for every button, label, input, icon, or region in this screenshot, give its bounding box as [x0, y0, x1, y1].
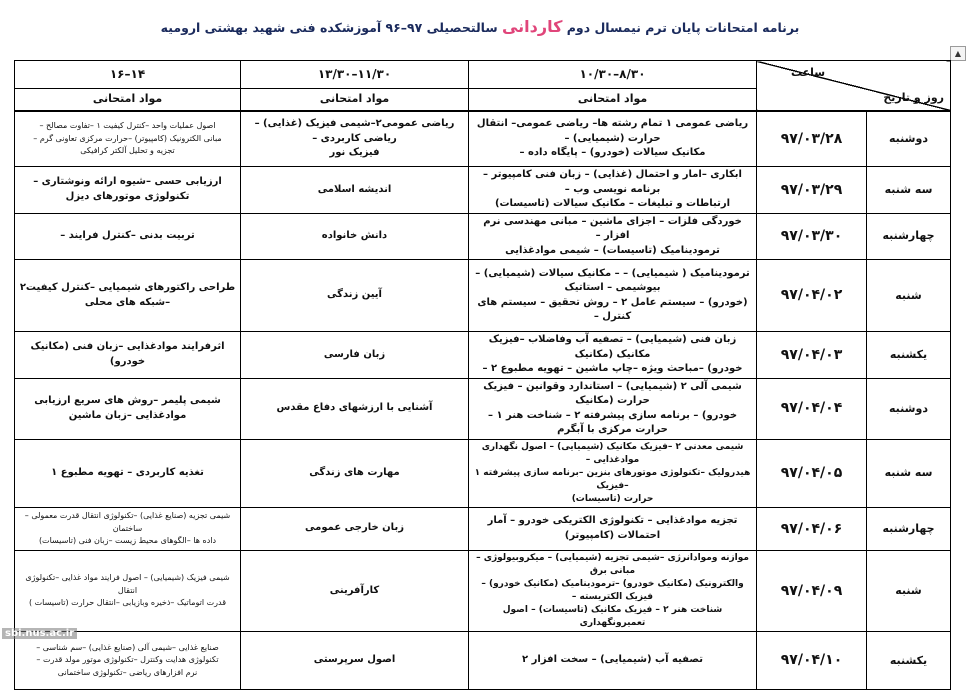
- schedule-row: [15, 378, 951, 439]
- subject-line: ریاضی عمومی ۱ تمام رشته ها– ریاضی عمومی– انتقال حرارت (شیمیایی) –: [476, 118, 749, 144]
- subject-line: ریاضی عمومی۲–شیمی فیزیک (غذایی) –ریاضی کاربردی –: [254, 118, 455, 144]
- title-accent: کاردانی: [501, 17, 563, 36]
- subject-line: خودرو) –مباحث ویژه –چاپ ماشین – تهویه مطبوع ۲ –: [482, 363, 743, 374]
- exam-subjects-slot-2: [241, 332, 469, 379]
- schedule-row: [15, 507, 951, 550]
- subject-line: تکنولوژی موتورهای دیزل: [65, 190, 190, 202]
- title-after: سالتحصیلی ۹۷–۹۶ آموزشکده فنی شهید بهشتی ارومیه: [160, 20, 498, 35]
- exam-subjects-slot-3: [15, 111, 241, 167]
- exam-subjects-slot-2: [241, 213, 469, 260]
- exam-subjects-slot-1: [469, 111, 757, 167]
- subject-line: حرارت (تاسیسات): [571, 493, 654, 504]
- subject-line: قدرت اتوماتیک –ذخیره وبازیابی –انتقال حرارت (تاسیسات ): [28, 598, 227, 608]
- exam-subjects-slot-1: [469, 167, 757, 214]
- exam-subjects-slot-3: [15, 260, 241, 332]
- day-cell: یکشنبه: [867, 632, 951, 690]
- subject-line: اصول عملیات واحد –کنترل کیفیت ۱ –تفاوت مصالح –: [39, 121, 216, 131]
- exam-subjects-slot-3: [15, 213, 241, 260]
- subject-line: زبان فارسی: [323, 348, 386, 360]
- subject-line: شیمی معدنی ۲ –فیزیک مکانیک (شیمیایی) – اصول نگهداری موادغذایی –: [481, 441, 744, 465]
- date-cell: ۹۷/۰۳/۲۹: [757, 167, 867, 214]
- subject-line: اصول سرپرستی: [313, 654, 396, 666]
- date-cell: ۹۷/۰۴/۰۵: [757, 439, 867, 507]
- subject-line: تکنولوژی هدایت وکنترل –تکنولوژی موتور مولد قدرت –: [36, 655, 219, 665]
- day-cell: چهارشنبه: [867, 507, 951, 550]
- subject-line: اندیشه اسلامی: [317, 183, 392, 195]
- schedule-row: [15, 439, 951, 507]
- exam-subjects-slot-2: [241, 260, 469, 332]
- date-cell: ۹۷/۰۴/۰۹: [757, 550, 867, 631]
- exam-subjects-slot-3: [15, 167, 241, 214]
- subject-line: خوردگی فلزات – اجزای ماشین – مبانی مهندسی نرم افزار –: [483, 215, 742, 241]
- exam-subjects-slot-2: [241, 507, 469, 550]
- date-cell: ۹۷/۰۴/۱۰: [757, 632, 867, 690]
- exam-subjects-slot-3: [15, 507, 241, 550]
- day-cell: دوشنبه: [867, 378, 951, 439]
- subject-line: شیمی آلی ۲ (شیمیایی) – استاندارد وقوانین – فیزیک حرارت (مکانیک: [483, 380, 742, 406]
- exam-rows: [15, 111, 951, 690]
- exam-subjects-slot-2: [241, 378, 469, 439]
- subject-line: ترمودینامیک (تاسیسات) – شیمی موادغذایی: [505, 244, 720, 256]
- page-title: [40, 17, 920, 36]
- subject-header-2: مواد امتحانی: [241, 89, 469, 111]
- exam-subjects-slot-1: [469, 260, 757, 332]
- exam-subjects-slot-1: [469, 439, 757, 507]
- subject-line: آشنایی با ارزشهای دفاع مقدس: [276, 402, 433, 414]
- subject-line: شیمی پلیمر –روش های سریع ارزیابی موادغذایی –زبان ماشین: [34, 395, 221, 421]
- header-day-date-label: روز و تاریخ: [883, 90, 944, 104]
- exam-subjects-slot-1: [469, 213, 757, 260]
- exam-subjects-slot-3: [15, 378, 241, 439]
- exam-subjects-slot-3: [15, 439, 241, 507]
- subject-line: صنایع غذایی –شیمی آلی (صنایع غذایی) –سم شناسی –: [36, 642, 219, 652]
- date-cell: ۹۷/۰۳/۲۸: [757, 111, 867, 167]
- slot-header-1: ۸/۳۰–۱۰/۳۰: [469, 61, 757, 89]
- schedule-row: [15, 111, 951, 167]
- subject-line: فیزیک نور: [329, 147, 380, 158]
- subject-line: ارتباطات و تبلیغات – مکانیک سیالات (تاسیسات): [494, 198, 731, 209]
- site-watermark: sbi.nus.ac.ir: [2, 628, 77, 639]
- exam-subjects-slot-2: [241, 439, 469, 507]
- schedule-row: [15, 632, 951, 690]
- exam-subjects-slot-1: [469, 632, 757, 690]
- schedule-row: [15, 332, 951, 379]
- subject-line: زبان خارجی عمومی: [305, 522, 404, 534]
- subject-header-3: مواد امتحانی: [15, 89, 241, 111]
- subject-line: ترمودینامیک ( شیمیایی) – – مکانیک سیالات (شیمیایی) – بیوشیمی – استاتیک: [475, 267, 750, 293]
- date-cell: ۹۷/۰۳/۳۰: [757, 213, 867, 260]
- subject-header-1: مواد امتحانی: [469, 89, 757, 111]
- exam-subjects-slot-2: [241, 632, 469, 690]
- date-cell: ۹۷/۰۴/۰۲: [757, 260, 867, 332]
- day-cell: سه شنبه: [867, 439, 951, 507]
- subject-line: دانش خانواده: [321, 230, 388, 241]
- exam-subjects-slot-1: [469, 550, 757, 631]
- schedule-row: [15, 167, 951, 214]
- subject-line: ابکاری –امار و احتمال (غذایی) – زبان فنی کامپیوتر – برنامه نویسی وب –: [483, 169, 742, 195]
- subject-line: داده ها –الگوهای محیط زیست –زبان فنی (تاسیسات): [38, 535, 217, 545]
- subject-line: مبانی الکترونیک (کامپیوتر) –حرارت مرکزی تعاونی گرم –: [33, 133, 222, 143]
- subject-line: والکترونیک (مکانیک خودرو) –ترمودینامیک (مکانیک خودرو) –فیزیک الکتریسته –: [481, 578, 744, 602]
- subject-line: تصفیه آب (شیمیایی) – سخت افزار ۲: [522, 654, 703, 666]
- exam-subjects-slot-3: [15, 632, 241, 690]
- header-corner-cell: [757, 61, 951, 111]
- day-cell: شنبه: [867, 550, 951, 631]
- subject-line: کارآفرینی: [329, 584, 380, 596]
- exam-subjects-slot-1: [469, 378, 757, 439]
- subject-line: شناخت هنر ۲ – فیزیک مکانیک (تاسیسات) – اصول تعمیرونگهداری: [502, 604, 723, 628]
- day-cell: شنبه: [867, 260, 951, 332]
- slot-header-3: ۱۴–۱۶: [15, 61, 241, 89]
- exam-subjects-slot-3: [15, 550, 241, 631]
- subject-line: تغذیه کاربردی – تهویه مطبوع ۱: [51, 466, 204, 478]
- schedule-row: [15, 550, 951, 631]
- date-cell: ۹۷/۰۴/۰۶: [757, 507, 867, 550]
- subject-line: تجزیه و تحلیل آلکتر کرافیکی: [80, 145, 175, 155]
- subject-line: شیمی تجزیه (صنایع غذایی) –تکنولوژی انتقال قدرت معمولی –ساختمان: [24, 511, 231, 533]
- schedule-row: [15, 260, 951, 332]
- subject-line: تجزیه موادغذایی – تکنولوژی الکتریکی خودرو – آمار احتمالات (کامپیوتر): [487, 515, 738, 541]
- subject-line: زبان فنی (شیمیایی) – تصفیه آب وفاضلاب –فیزیک مکانیک (مکانیک: [488, 334, 737, 360]
- slot-header-2: ۱۱/۳۰–۱۳/۳۰: [241, 61, 469, 89]
- day-cell: یکشنبه: [867, 332, 951, 379]
- day-cell: سه شنبه: [867, 167, 951, 214]
- date-cell: ۹۷/۰۴/۰۴: [757, 378, 867, 439]
- subject-line: طراحی راکتورهای شیمیایی –کنترل کیفیت۲ –شبکه های محلی: [19, 282, 236, 308]
- subject-line: خودرو) – برنامه سازی پیشرفته ۲ – شناخت هنر ۱ – حرارت مرکزی با آبگرم: [487, 409, 738, 435]
- schedule-row: [15, 213, 951, 260]
- subject-line: تربیت بدنی –کنترل فرایند –: [60, 230, 195, 241]
- subject-line: ارزیابی حسی –شیوه ارائه ونوشتاری –: [33, 176, 222, 188]
- title-before: برنامه امتحانات پایان ترم نیمسال دوم: [566, 20, 800, 35]
- subject-line: مکانیک سیالات (خودرو) – پایگاه داده –: [519, 147, 706, 158]
- exam-subjects-slot-2: [241, 167, 469, 214]
- subject-line: (خودرو) – سیستم عامل ۲ – روش تحقیق – سیستم های کنترل –: [477, 296, 748, 322]
- scroll-up-button[interactable]: ▲: [950, 46, 966, 61]
- subject-line: موازنه وموادانرژی –شیمی تجزیه (شیمیایی) – میکروبیولوژی – مبانی برق: [476, 552, 749, 576]
- exam-subjects-slot-1: [469, 507, 757, 550]
- date-cell: ۹۷/۰۴/۰۳: [757, 332, 867, 379]
- header-time-label: ساعت: [791, 66, 826, 79]
- exam-schedule-table: [14, 60, 951, 690]
- subject-line: آیین زندگی: [327, 289, 382, 301]
- exam-subjects-slot-2: [241, 550, 469, 631]
- subject-line: نرم افزارهای ریاضی –تکنولوژی ساختمانی: [57, 667, 198, 677]
- subject-line: شیمی فیزیک (شیمیایی) – اصول فرایند مواد غذایی –تکنولوژی انتقال: [25, 573, 230, 595]
- subject-line: هیدرولیک –تکنولوژی موتورهای بنزین –برنامه سازی پیشرفته ۱ –فیزیک: [474, 467, 751, 491]
- exam-subjects-slot-2: [241, 111, 469, 167]
- exam-subjects-slot-1: [469, 332, 757, 379]
- day-cell: چهارشنبه: [867, 213, 951, 260]
- day-cell: دوشنبه: [867, 111, 951, 167]
- subject-line: اثرفرایند موادغذایی –زبان فنی (مکانیک خودرو): [30, 341, 225, 367]
- exam-subjects-slot-3: [15, 332, 241, 379]
- subject-line: مهارت های زندگی: [309, 466, 400, 478]
